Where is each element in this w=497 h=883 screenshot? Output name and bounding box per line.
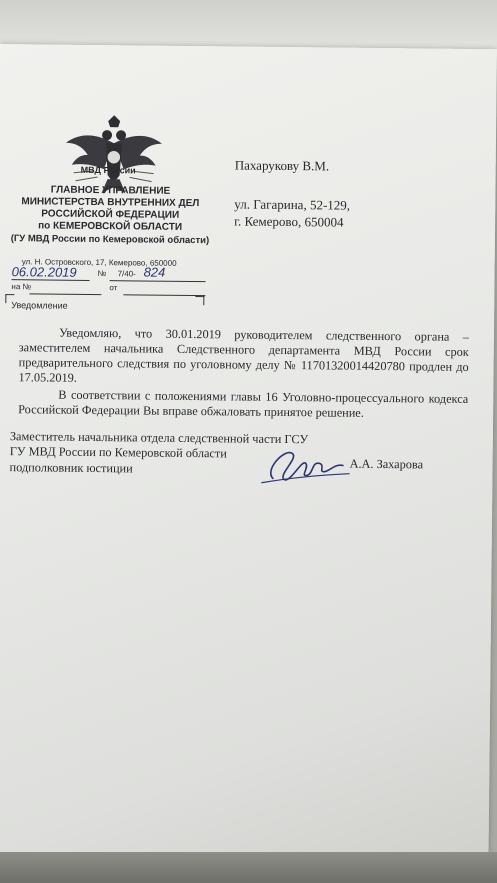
letterhead-line-4: по КЕМЕРОВСКОЙ ОБЛАСТИ: [38, 220, 183, 233]
recipient-city: г. Кемерово, 650004: [234, 213, 344, 230]
subject-bracket-right: [195, 296, 204, 305]
emblem-caption: МВД России: [80, 164, 136, 176]
letterhead-line-1: ГЛАВНОЕ УПРАВЛЕНИЕ: [50, 184, 171, 197]
body-paragraph-1: Уведомляю, что 30.01.2019 руководителем следственного органа – заместителем начальника Следственного департамента МВД России срок предварительного следствия по уголовному делу № 11701320014420780 продлен до 17.05.2019.: [18, 325, 470, 385]
document-page: [0, 44, 497, 869]
registration-date-line: [12, 279, 90, 281]
subject-label: Уведомление: [11, 300, 68, 311]
registration-number-line: [110, 280, 206, 282]
letterhead-line-5: (ГУ МВД России по Кемеровской области): [10, 233, 210, 247]
registration-date: 06.02.2019: [11, 264, 77, 280]
body-paragraph-2: В соответствии с положениями главы 16 Уголовно-процессуального кодекса Российской Федерации Вы вправе обжаловать принятое решение.: [18, 387, 469, 420]
from-label: от: [109, 283, 118, 293]
letterhead-line-3: РОССИЙСКОЙ ФЕДЕРАЦИИ: [41, 208, 180, 221]
letterhead-address: ул. Н. Островского, 17, Кемерово, 650000: [21, 257, 177, 268]
on-number-label: на №: [11, 282, 32, 292]
signatory-position-2: ГУ МВД России по Кемеровской области: [9, 444, 227, 461]
on-number-line: [29, 293, 101, 295]
from-line: [123, 294, 205, 296]
letterhead-line-2: МИНИСТЕРСТВА ВНУТРЕННИХ ДЕЛ: [21, 196, 200, 210]
signatory-position-1: Заместитель начальника отдела следственной части ГСУ: [9, 429, 309, 447]
handwritten-signature: [253, 439, 354, 490]
registration-number-label: №: [97, 269, 107, 279]
signatory-name: А.А. Захарова: [349, 456, 424, 472]
signatory-rank: подполковник юстиции: [9, 460, 133, 476]
registration-number: 824: [143, 264, 166, 280]
registration-number-prefix: 7/40-: [117, 269, 136, 279]
recipient-street: ул. Гагарина, 52-129,: [234, 196, 351, 213]
background-floor: [0, 852, 497, 883]
recipient-name: Пахарукову В.М.: [234, 157, 330, 174]
